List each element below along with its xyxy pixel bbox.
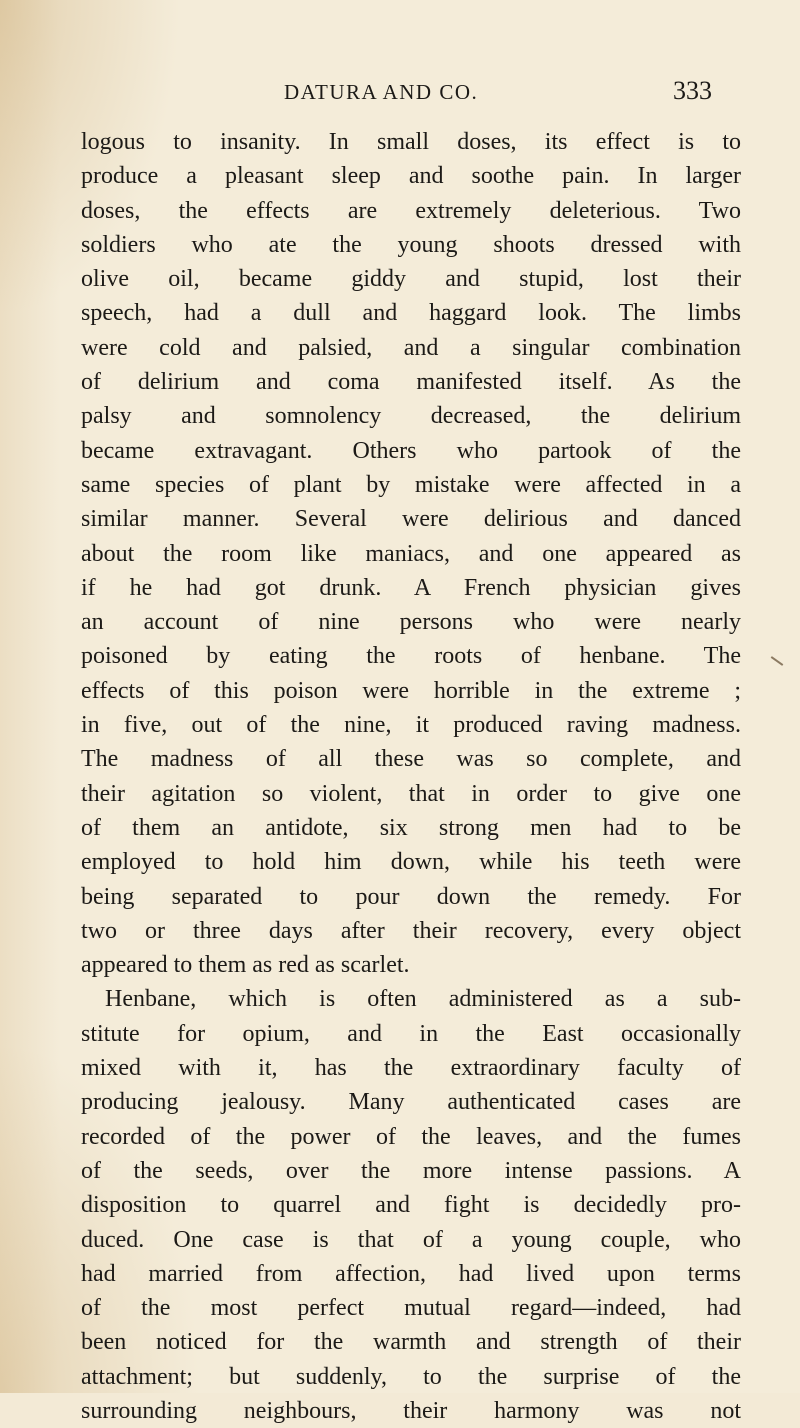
paragraph-end-line: appeared to them as red as scarlet. [81, 952, 410, 979]
text-line: logous to insanity. In small doses, its effect is to [81, 129, 741, 155]
text-line: if he had got drunk. A French physician gives [81, 574, 741, 601]
page-number: 333 [673, 76, 712, 105]
text-line: being separated to pour down the remedy. For [81, 883, 741, 910]
body-text [81, 125, 741, 1428]
text-line: disposition to quarrel and fight is decidedly pro- [81, 1192, 741, 1219]
text-line: been noticed for the warmth and strength of their [81, 1329, 741, 1356]
text-line: doses, the effects are extremely deleterious. Two [81, 197, 741, 224]
text-line: producing jealousy. Many authenticated cases are [81, 1089, 741, 1116]
text-line: about the room like maniacs, and one appeared as [81, 540, 741, 567]
text-line: speech, had a dull and haggard look. The limbs [81, 300, 741, 327]
text-line: The madness of all these was so complete, and [81, 746, 741, 773]
text-line: were cold and palsied, and a singular combination [81, 334, 741, 361]
text-line: of the most perfect mutual regard—indeed, had [81, 1295, 741, 1322]
text-line: recorded of the power of the leaves, and the fumes [81, 1123, 741, 1150]
text-line: in five, out of the nine, it produced raving madness. [81, 712, 741, 739]
text-line: of delirium and coma manifested itself. As the [81, 369, 741, 396]
text-line: poisoned by eating the roots of henbane. The [81, 643, 741, 670]
text-line: an account of nine persons who were nearly [81, 609, 741, 636]
text-line: attachment; but suddenly, to the surprise of the [81, 1363, 741, 1390]
paragraph-start-line: Henbane, which is often administered as a sub- [105, 986, 741, 1013]
text-line: soldiers who ate the young shoots dressed with [81, 231, 741, 258]
text-line: similar manner. Several were delirious and danced [81, 506, 741, 533]
text-line: employed to hold him down, while his teeth were [81, 849, 741, 876]
text-line: olive oil, became giddy and stupid, lost their [81, 266, 741, 293]
text-line: palsy and somnolency decreased, the delirium [81, 403, 741, 430]
text-line: two or three days after their recovery, every object [81, 917, 741, 944]
text-line: became extravagant. Others who partook of the [81, 437, 741, 464]
text-line: had married from affection, had lived upon terms [81, 1260, 741, 1287]
text-line: stitute for opium, and in the East occasionally [81, 1020, 741, 1047]
text-line: mixed with it, has the extraordinary faculty of [81, 1055, 741, 1082]
running-title: DATURA AND CO. [284, 80, 479, 104]
running-head [0, 76, 800, 110]
text-line: surrounding neighbours, their harmony was not [81, 1397, 741, 1424]
text-line: their agitation so violent, that in order to give one [81, 780, 741, 807]
text-line: same species of plant by mistake were affected in a [81, 471, 741, 498]
text-line: effects of this poison were horrible in the extreme ; [81, 677, 741, 704]
text-line: of the seeds, over the more intense passions. A [81, 1157, 741, 1184]
text-line: duced. One case is that of a young couple, who [81, 1226, 741, 1253]
text-line: of them an antidote, six strong men had to be [81, 814, 741, 841]
text-line: produce a pleasant sleep and soothe pain. In larger [81, 163, 741, 190]
margin-mark [771, 656, 784, 666]
